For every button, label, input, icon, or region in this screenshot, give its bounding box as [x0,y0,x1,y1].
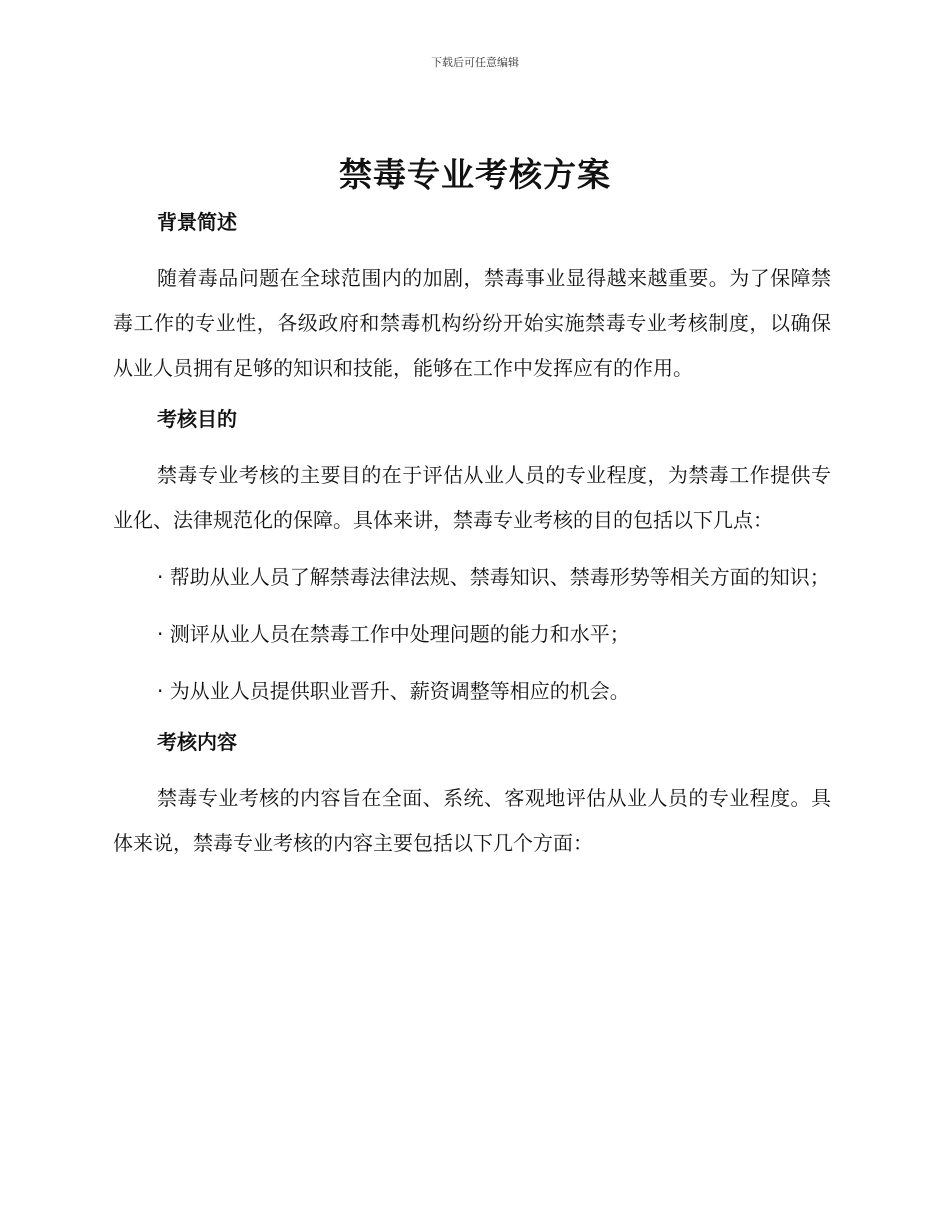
paragraph: 禁毒专业考核的主要目的在于评估从业人员的专业程度，为禁毒工作提供专业化、法律规范化的保障。具体来讲，禁毒专业考核的目的包括以下几点： [113,463,831,532]
bullet-item: · 为从业人员提供职业晋升、薪资调整等相应的机会。 [157,679,630,703]
bullet-item: · 测评从业人员在禁毒工作中处理问题的能力和水平； [157,622,630,646]
section-background [113,206,831,403]
section-purpose [113,403,831,726]
bullet-item: · 帮助从业人员了解禁毒法律法规、禁毒知识、禁毒形势等相关方面的知识； [157,565,830,589]
section-heading: 背景简述 [157,210,237,234]
section-heading: 考核内容 [157,730,237,754]
document-title: 禁毒专业考核方案 [339,155,611,194]
paragraph: 随着毒品问题在全球范围内的加剧，禁毒事业显得越来越重要。为了保障禁毒工作的专业性，各级政府和禁毒机构纷纷开始实施禁毒专业考核制度，以确保从业人员拥有足够的知识和技能，能够在工作中发挥应有的作用。 [113,266,831,380]
header-note: 下载后可任意编辑 [431,56,519,69]
document-body [113,206,831,866]
paragraph: 禁毒专业考核的内容旨在全面、系统、客观地评估从业人员的专业程度。具体来说，禁毒专业考核的内容主要包括以下几个方面： [113,786,831,855]
section-heading: 考核目的 [157,407,237,431]
section-content [113,726,831,866]
